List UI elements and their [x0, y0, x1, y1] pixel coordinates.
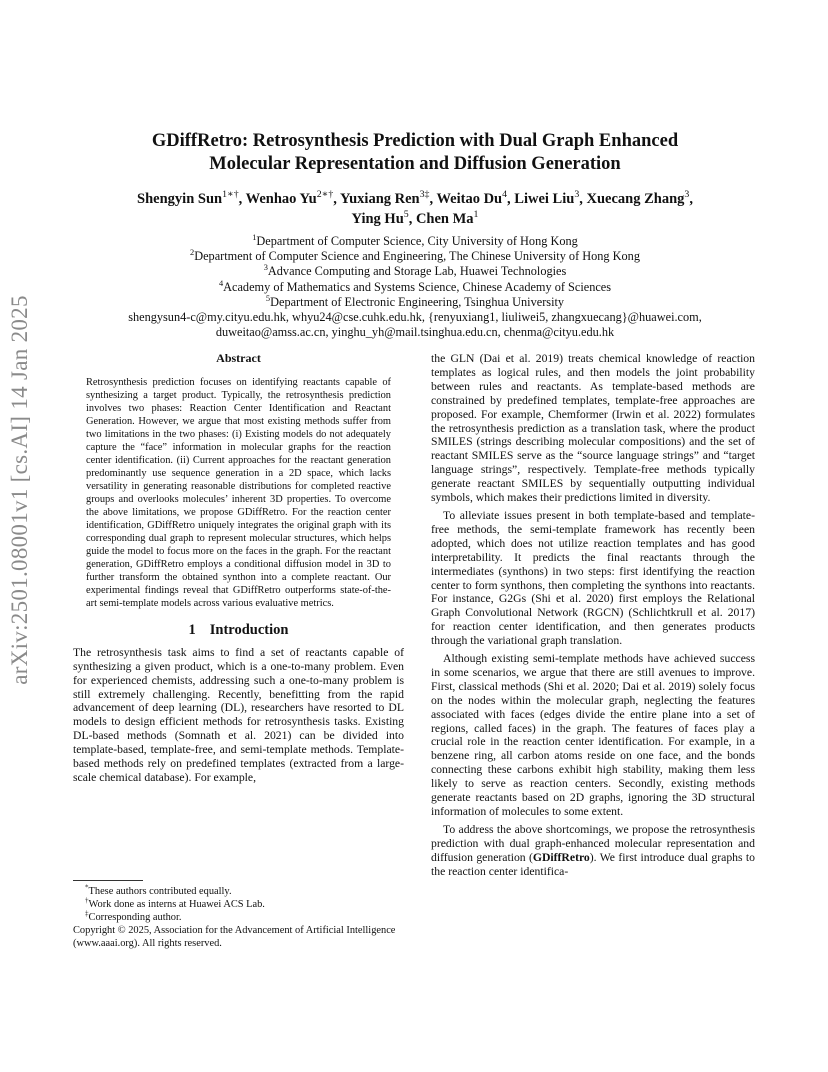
author-sep: , [333, 191, 340, 207]
email-line-1: shengysun4-c@my.cityu.edu.hk, whyu24@cse.cuhk.edu.hk, {renyuxiang1, liuliwei5, zhangxuecang}@huawei.com, [128, 310, 702, 325]
author-name: Chen Ma [415, 211, 474, 227]
author-sep: , [429, 191, 437, 207]
footnote-text: Work done as interns at Huawei ACS Lab. [88, 899, 265, 910]
author-affil-mark: 3 [574, 189, 580, 201]
affiliation [70, 295, 760, 310]
paper-header [70, 130, 760, 340]
author-name: Yuxiang Ren [339, 191, 420, 207]
affiliation-text: Academy of Mathematics and Systems Science, Chinese Academy of Sciences [223, 279, 612, 294]
author-sep: , [689, 191, 693, 207]
author-name: Ying Hu [351, 211, 404, 227]
body-paragraph: Although existing semi-template methods have achieved success in some scenarios, we argue that there are still avenues to improve. First, classical methods (Shi et al. 2020; Dai et al. 2019) solely focus on the nodes within the molecular graph, neglecting the features associated with faces (edges divide the entire plane into a set of regions, called faces) in the graph. The features of faces play a crucial role in the reaction center identification. For example, in a benzene ring, all carbon atoms reside on one face, and the bonds connecting these carbons exhibit high stability, making them less likely to serve as reaction centers. Secondly, existing methods generate reactants based on 2D graphs, ignoring the 3D structural information of molecules to some extent. [431, 652, 755, 818]
affiliation [70, 280, 760, 295]
paragraph-text: To address the above shortcomings, we propose the retrosynthesis prediction with dual graph-enhanced molecular representation and diffusion generation ( [431, 822, 755, 864]
affiliation [70, 264, 760, 279]
affiliation-mark: 2 [190, 248, 195, 258]
affiliation-text: Department of Computer Science, City University of Hong Kong [256, 234, 578, 248]
author-affil-mark: 2∗† [316, 189, 334, 201]
author-affil-mark: 3‡ [419, 189, 430, 201]
author-name: Weitao Du [436, 191, 503, 207]
author-sep: , [507, 191, 515, 207]
copyright-notice: Copyright © 2025, Association for the Advancement of Artificial Intelligence (www.aaai.org). All rights reserved. [73, 925, 396, 949]
intro-paragraph-1: The retrosynthesis task aims to find a set of reactants capable of synthesizing a given product, which is a one-to-many problem. Even for experienced chemists, addressing such a one-to-many problem is still extremely challenging. Recently, benefitting from the rapid advancement of deep learning (DL), researchers have resorted to DL models to design efficient methods for retrosynthesis tasks. Existing DL-based methods (Somnath et al. 2021) can be divided into template-based, template-free, and semi-template methods. Template-based methods rely on predefined templates (extracted from a large-scale chemical database). For example, [73, 645, 404, 784]
footnote [73, 911, 404, 924]
affiliation [70, 249, 760, 264]
author-affil-mark: 4 [502, 189, 508, 201]
footnote [73, 885, 404, 898]
author-name: Shengyin Sun [137, 191, 223, 207]
abstract-heading: Abstract [216, 351, 261, 365]
affiliation-mark: 4 [218, 278, 224, 288]
author-name: Liwei Liu [514, 191, 575, 207]
affiliation-text: Department of Computer Science and Engineering, The Chinese University of Hong Kong [194, 249, 640, 264]
affiliation-list [70, 234, 760, 340]
author-name: Wenhao Yu [245, 191, 317, 207]
affiliation-text: Department of Electronic Engineering, Tsinghua University [270, 294, 565, 309]
footnote-text: These authors contributed equally. [88, 886, 232, 897]
affiliation-mark: 1 [252, 232, 257, 242]
email-line-2: duweitao@amss.ac.cn, yinghu_yh@mail.tsinghua.edu.cn, chenma@cityu.edu.hk [215, 325, 615, 340]
author-affil-mark: 1∗† [222, 189, 239, 201]
method-name: GDiffRetro [532, 850, 590, 864]
footnote-mark: † [85, 896, 89, 905]
affiliation [70, 234, 760, 249]
author-affil-mark: 5 [403, 209, 409, 221]
author-line-2 [70, 209, 760, 229]
abstract-text: Retrosynthesis prediction focuses on identifying reactants capable of synthesizing a target product. Typically, the retrosynthesis prediction involves two phases: Reaction Center Identification and Reactant Generation. However, we argue that most existing methods suffer from two limitations in the two phases: (i) Existing models do not adequately capture the “face” information in molecular graphs for the reaction center identification. (ii) Current approaches for the reactant generation predominantly use sequence generation in a 2D space, which lacks versatility in generating reasonable distributions for completed reactive groups and overlooks molecules’ inherent 3D properties. To overcome the above limitations, we propose GDiffRetro. For the reaction center identification, GDiffRetro uniquely integrates the original graph with its corresponding dual graph to represent molecular structures, which helps guide the model to focus more on the faces in the graph. For the reactant generation, GDiffRetro employs a conditional diffusion model in 3D to further transform the obtained synthon into a complete reactant. Our experimental findings reveal that GDiffRetro outperforms state-of-the-art semi-template models across various evaluative metrics. [86, 376, 391, 609]
author-affil-mark: 3 [684, 189, 690, 201]
body-paragraph: To alleviate issues present in both template-based and template-free methods, the semi-template framework has recently been adopted, which does not utilize reaction templates and has good interpretability. It predicts the final reactants through the intermediates (synthons) in two steps: first identifying the reaction center to form synthons, then completing the synthons into reactants. For instance, G2Gs (Shi et al. 2020) first employs the Relational Graph Convolutional Network (RGCN) (Schlichtkrull et al. 2017) for reaction center identification, and then generates products through the variational graph translation. [431, 508, 755, 648]
left-column [73, 352, 404, 785]
footnote-text: Corresponding author. [88, 912, 182, 923]
author-sep: , [579, 191, 587, 207]
footnote-mark: ‡ [85, 909, 89, 918]
title-line-2: Molecular Representation and Diffusion Generation [209, 154, 621, 174]
author-list [70, 189, 760, 229]
author-line-1 [70, 189, 760, 209]
footnote-mark: * [85, 883, 89, 892]
right-column [431, 352, 755, 879]
body-paragraph: the GLN (Dai et al. 2019) treats chemical knowledge of reaction templates as logical rules, and then models the joint probability between rules and reactants. As template-based methods are constrained by predefined templates, template-free approaches are proposed. For example, Chemformer (Irwin et al. 2022) formulates the retrosynthesis prediction as a translation task, where the product SMILES (strings describing molecular compositions) and the set of reactant SMILES serve as the “source language strings” and “target language strings”, respectively. Template-free methods typically generate reactant SMILES by sequentially outputting individual symbols, which makes their predictions limited in diversity. [431, 352, 755, 505]
arxiv-identifier-text: arXiv:2501.08001v1 [cs.AI] 14 Jan 2025 [7, 295, 32, 685]
title-line-1: GDiffRetro: Retrosynthesis Prediction with Dual Graph Enhanced [151, 131, 679, 151]
footnote [73, 898, 404, 911]
affiliation-mark: 5 [265, 293, 271, 303]
body-paragraph [431, 823, 755, 879]
footnote-rule [73, 880, 143, 881]
author-sep: , [408, 211, 416, 227]
section-title: Introduction [209, 621, 289, 638]
section-heading [73, 621, 404, 638]
footnotes [73, 880, 404, 950]
author-sep: , [238, 191, 246, 207]
arxiv-identifier [0, 290, 40, 690]
affiliation-text: Advance Computing and Storage Lab, Huawei Technologies [267, 264, 567, 279]
author-affil-mark: 1 [473, 209, 479, 221]
paragraph-text: ). We first introduce dual graphs to the reaction center identifica- [431, 850, 755, 878]
affiliation-mark: 3 [263, 263, 268, 273]
section-number: 1 [188, 621, 196, 638]
paper-title [70, 130, 760, 176]
author-name: Xuecang Zhang [586, 191, 685, 207]
